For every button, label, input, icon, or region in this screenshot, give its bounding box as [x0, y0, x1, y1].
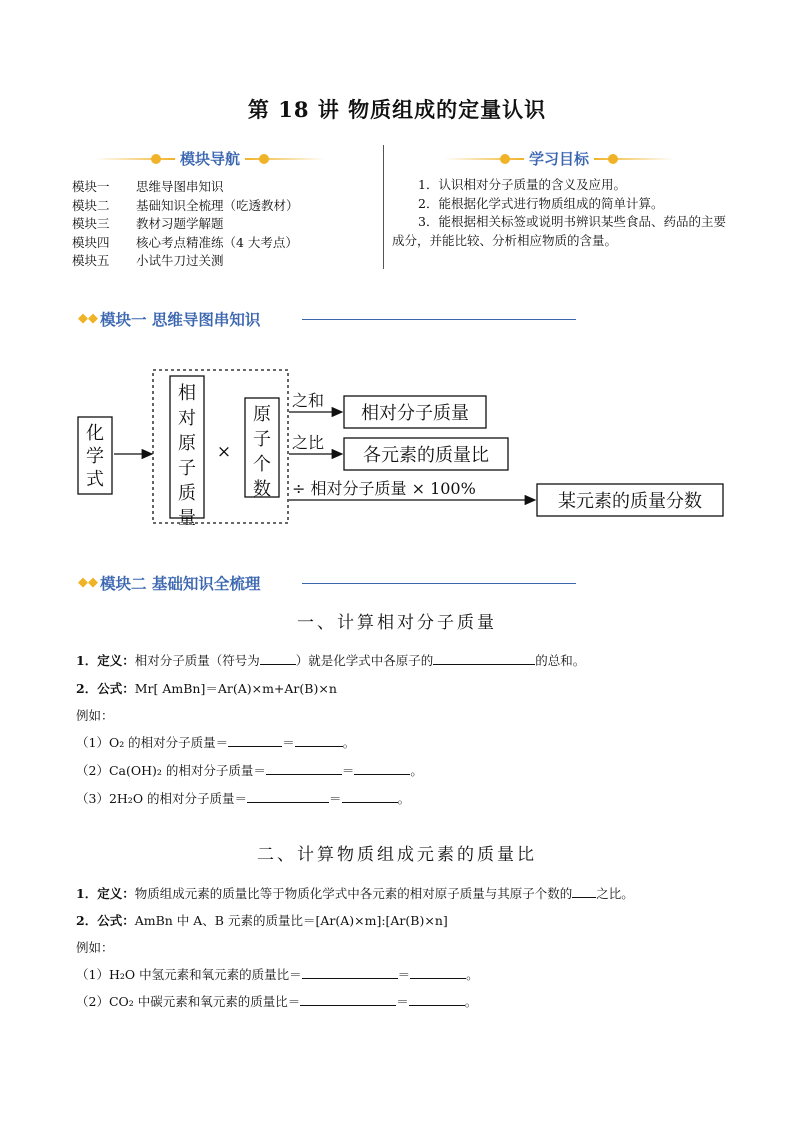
learning-goals-heading: 学习目标	[528, 150, 589, 168]
answer-blank[interactable]	[247, 790, 329, 803]
part1-definition: 1．定义：相对分子质量（符号为 ）就是化学式中各原子的 的总和。	[76, 653, 586, 668]
part1-title: 一、计算相对分子质量	[297, 613, 497, 633]
part1-example-label: 例如：	[76, 708, 114, 723]
vertical-char: 数	[253, 479, 271, 500]
answer-blank[interactable]	[354, 762, 410, 775]
formula-char: 化	[86, 423, 104, 444]
answer-blank[interactable]	[342, 790, 398, 803]
goal-item: 3．能根据相关标签或说明书辨识某些食品、药品的主要成分，并能比较、分析相应物质的含量。	[392, 214, 726, 248]
part2-example-label: 例如：	[76, 940, 114, 955]
atom-count-text	[253, 404, 271, 500]
page-title: 第 18 讲 物质组成的定量认识	[247, 97, 547, 122]
molecular-mass-text: 相对分子质量	[361, 403, 469, 424]
learning-goals-header	[414, 148, 704, 170]
part2-example-1: （1）H₂O 中氢元素和氧元素的质量比＝ ＝ 。	[76, 967, 479, 982]
module-item[interactable]: 模块五 小试牛刀过关测	[72, 253, 224, 268]
answer-blank[interactable]	[266, 762, 342, 775]
answer-blank[interactable]	[260, 652, 296, 665]
learning-goals-list	[392, 176, 732, 250]
answer-blank[interactable]	[228, 734, 282, 747]
section-rule	[302, 583, 576, 584]
answer-blank[interactable]	[302, 966, 398, 979]
sum-label: 之和	[292, 391, 325, 410]
module-item[interactable]: 模块二 基础知识全梳理（吃透教材）	[72, 197, 299, 213]
answer-blank[interactable]	[409, 993, 465, 1006]
goal-item: 2．能根据化学式进行物质组成的简单计算。	[418, 195, 664, 211]
part1-example-3: （3）2H₂O 的相对分子质量＝ ＝ 。	[76, 791, 411, 806]
vertical-char: 子	[253, 429, 271, 450]
part1-formula: 2．公式：Mr[ AmBn]＝Ar(A)×m+Ar(B)×n	[76, 681, 337, 696]
mass-fraction-text: 某元素的质量分数	[558, 491, 702, 512]
module-nav-header	[65, 148, 355, 170]
decor-line	[594, 158, 674, 160]
ratio-label: 之比	[292, 433, 325, 452]
section-heading: 模块一 思维导图串知识	[100, 311, 261, 329]
formula-char: 式	[86, 469, 104, 490]
vertical-char: 原	[253, 404, 271, 425]
module-nav-heading: 模块导航	[179, 150, 240, 168]
vertical-char: 相	[178, 383, 196, 404]
part2-title: 二、计算物质组成元素的质量比	[257, 845, 537, 865]
vertical-char: 原	[178, 433, 196, 454]
vertical-divider	[383, 145, 384, 269]
part2-definition: 1．定义：物质组成元素的质量比等于物质化学式中各元素的相对原子质量与其原子个数的 之比。	[76, 886, 634, 901]
part1-example-2: （2）Ca(OH)₂ 的相对分子质量＝ ＝ 。	[76, 763, 423, 778]
double-diamond-icon: ◆◆	[78, 575, 98, 590]
part2-formula: 2．公式：AmBn 中 A、B 元素的质量比＝[Ar(A)×m]:[Ar(B)×n]	[76, 913, 448, 928]
percent-label: ÷ 相对分子质量 × 100%	[292, 479, 476, 498]
module-item[interactable]: 模块三 教材习题学解题	[72, 216, 224, 231]
section-heading: 模块二 基础知识全梳理	[100, 575, 261, 593]
vertical-char: 个	[253, 454, 271, 475]
answer-blank[interactable]	[572, 885, 596, 898]
module-item[interactable]: 模块一 思维导图串知识	[72, 179, 224, 194]
answer-blank[interactable]	[295, 734, 343, 747]
answer-blank[interactable]	[300, 993, 396, 1006]
answer-blank[interactable]	[410, 966, 466, 979]
module-list	[72, 178, 299, 271]
vertical-char: 量	[178, 508, 196, 529]
vertical-char: 对	[178, 408, 196, 429]
mind-map-diagram	[60, 362, 740, 542]
part2-example-2: （2）CO₂ 中碳元素和氧元素的质量比＝ ＝ 。	[76, 994, 478, 1009]
decor-line	[245, 158, 325, 160]
part1-example-1: （1）O₂ 的相对分子质量＝ ＝ 。	[76, 735, 356, 750]
mass-ratio-text: 各元素的质量比	[363, 445, 489, 466]
vertical-char: 质	[178, 483, 196, 504]
answer-blank[interactable]	[433, 652, 535, 665]
goal-item: 1．认识相对分子质量的含义及应用。	[418, 177, 626, 192]
atomic-mass-text	[178, 383, 196, 529]
formula-char: 学	[86, 446, 104, 467]
section-rule	[302, 319, 576, 320]
times-sign: ×	[216, 442, 232, 462]
double-diamond-icon: ◆◆	[78, 311, 98, 326]
module-item[interactable]: 模块四 核心考点精准练（4 大考点）	[72, 234, 298, 250]
vertical-char: 子	[178, 458, 196, 479]
